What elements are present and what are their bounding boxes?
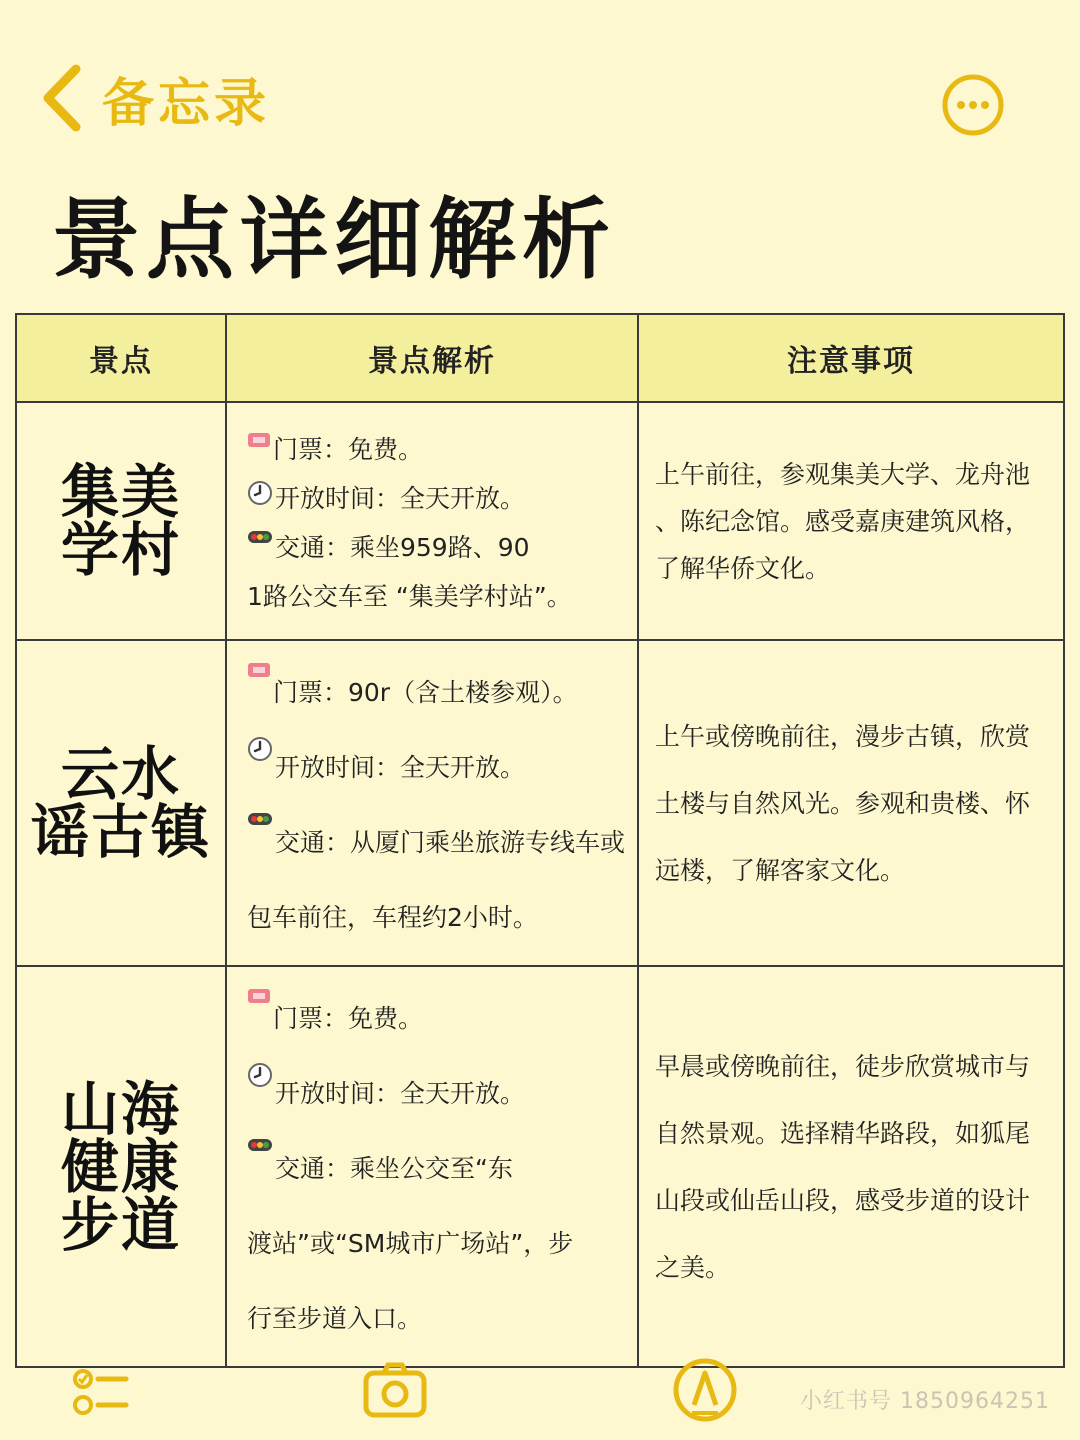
attraction-name [16, 402, 226, 640]
more-icon [940, 72, 1006, 138]
note-line: 、陈纪念馆。感受嘉庚建筑风格， [655, 506, 1031, 536]
name-line: 山海 [60, 1074, 181, 1143]
hours-line: 开放时间：全天开放。 [247, 730, 633, 805]
attraction-name [16, 966, 226, 1367]
transport-continued: 包车前往，车程约2小时。 [247, 903, 538, 932]
name-line: 健康 [60, 1132, 181, 1201]
hours-line: 开放时间：全天开放。 [247, 474, 633, 523]
camera-icon [360, 1355, 430, 1425]
clock-icon [247, 736, 273, 762]
clock-icon [247, 480, 273, 506]
traffic-light-icon [247, 529, 273, 545]
name-line: 集美 [60, 458, 181, 526]
note-line: 土楼与自然风光。参观和贵楼、怀 [655, 788, 1031, 818]
ticket-icon [247, 661, 271, 679]
chevron-left-icon [40, 63, 84, 133]
transport-continued: 渡站”或“SM城市广场站”，步 [247, 1229, 574, 1258]
attraction-analysis [226, 640, 638, 966]
note-line: 之美。 [655, 1252, 731, 1282]
back-button[interactable] [40, 58, 270, 138]
transport-continued: 1路公交车至 “集美学村站”。 [247, 582, 572, 611]
attraction-notes [638, 640, 1064, 966]
traffic-light-icon [247, 811, 273, 827]
name-line: 学村 [60, 516, 181, 584]
checklist-icon [66, 1355, 136, 1425]
header-analysis: 景点解析 [226, 314, 638, 402]
transport-continued: 行至步道入口。 [247, 1304, 423, 1333]
note-line: 远楼，了解客家文化。 [655, 855, 906, 885]
ticket-line: 门票：90r（含土楼参观）。 [247, 655, 633, 730]
transport-line: 交通：从厦门乘坐旅游专线车或 [247, 805, 633, 880]
page-title: 景点详细解析 [52, 188, 617, 291]
clock-icon [247, 1062, 273, 1088]
attraction-analysis [226, 966, 638, 1367]
ticket-icon [247, 987, 271, 1005]
attraction-analysis [226, 402, 638, 640]
camera-button[interactable] [360, 1355, 430, 1425]
top-bar [0, 0, 1080, 170]
transport-line: 交通：乘坐公交至“东 [247, 1131, 633, 1206]
table-header-row [16, 314, 1064, 402]
note-line: 山段或仙岳山段，感受步道的设计 [655, 1185, 1031, 1215]
attraction-notes [638, 402, 1064, 640]
transport-line: 交通：乘坐959路、90 [247, 523, 633, 572]
watermark: 小红书号 1850964251 [800, 1389, 1050, 1414]
ticket-icon [247, 431, 271, 449]
back-label: 备忘录 [102, 73, 271, 134]
table-row [16, 640, 1064, 966]
note-line: 自然景观。选择精华路段，如狐尾 [655, 1118, 1031, 1148]
name-line: 云水 [60, 740, 181, 808]
markup-button[interactable] [670, 1355, 740, 1425]
name-line: 谣古镇 [30, 798, 211, 866]
attraction-name [16, 640, 226, 966]
note-line: 早晨或傍晚前往，徒步欣赏城市与 [655, 1051, 1031, 1081]
note-line: 上午或傍晚前往，漫步古镇，欣赏 [655, 721, 1031, 751]
traffic-light-icon [247, 1137, 273, 1153]
header-notes: 注意事项 [638, 314, 1064, 402]
more-button[interactable] [940, 72, 1006, 138]
pen-icon [670, 1355, 740, 1425]
header-attraction: 景点 [16, 314, 226, 402]
hours-line: 开放时间：全天开放。 [247, 1056, 633, 1131]
name-line: 步道 [60, 1190, 181, 1259]
ticket-line: 门票：免费。 [247, 425, 633, 474]
attractions-table [15, 313, 1065, 1368]
attraction-notes [638, 966, 1064, 1367]
note-line: 了解华侨文化。 [655, 553, 831, 583]
table-row [16, 402, 1064, 640]
table-row [16, 966, 1064, 1367]
ticket-line: 门票：免费。 [247, 981, 633, 1056]
checklist-button[interactable] [66, 1355, 136, 1425]
note-line: 上午前往，参观集美大学、龙舟池 [655, 459, 1031, 489]
